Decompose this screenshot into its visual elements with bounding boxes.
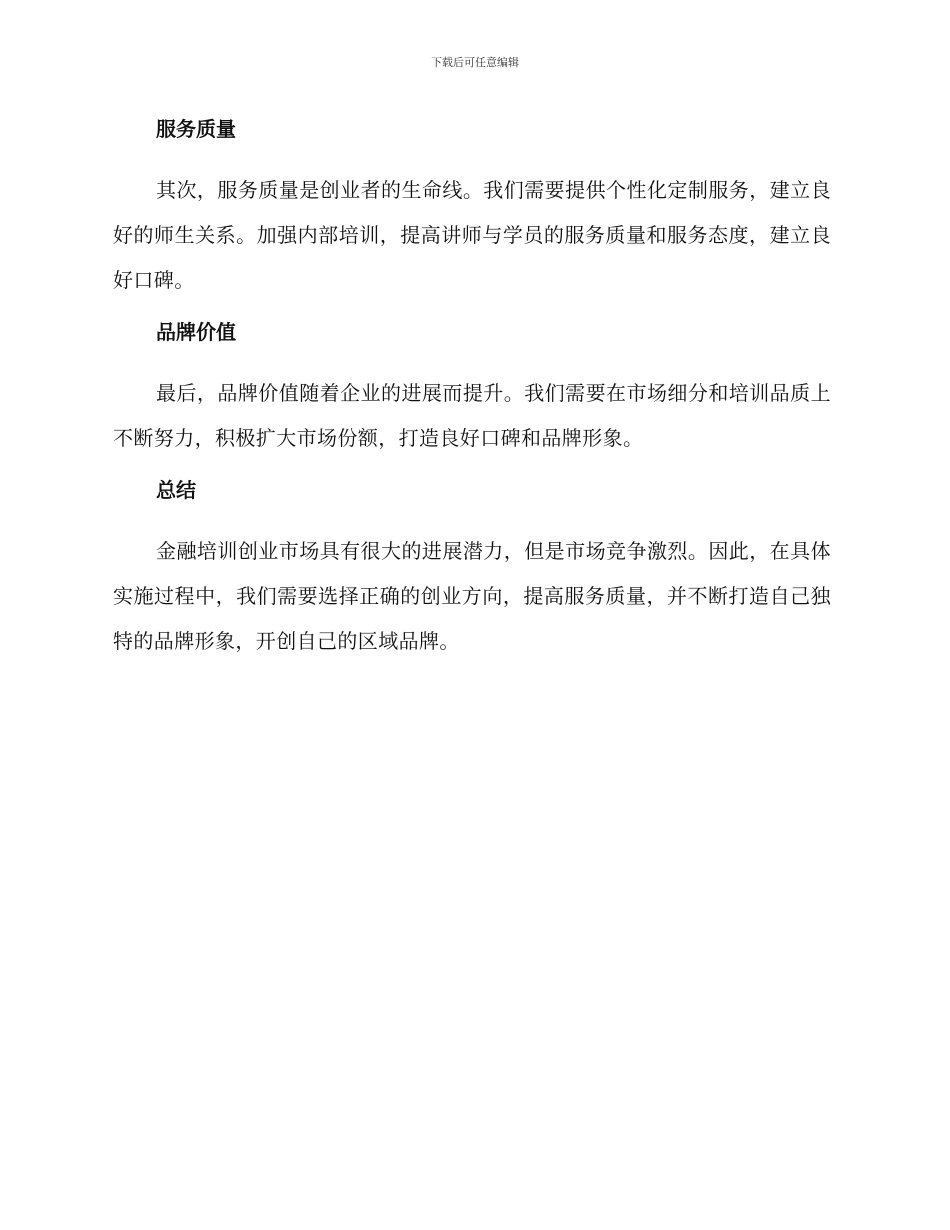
section-paragraph-summary: 金融培训创业市场具有很大的进展潜力，但是市场竞争激烈。因此，在具体实施过程中，我们需要选择正确的创业方向，提高服务质量，并不断打造自己独特的品牌形象，开创自己的区域品牌。 [113, 539, 831, 653]
section-paragraph-service-quality: 其次，服务质量是创业者的生命线。我们需要提供个性化定制服务，建立良好的师生关系。加强内部培训，提高讲师与学员的服务质量和服务态度，建立良好口碑。 [113, 178, 831, 292]
section-paragraph-brand-value: 最后，品牌价值随着企业的进展而提升。我们需要在市场细分和培训品质上不断努力，积极扩大市场份额，打造良好口碑和品牌形象。 [113, 381, 831, 450]
section-heading-service-quality: 服务质量 [156, 117, 236, 141]
page-header-caption: 下载后可任意编辑 [431, 56, 519, 69]
section-heading-summary: 总结 [156, 478, 196, 502]
document-body [113, 113, 831, 664]
section-heading-brand-value: 品牌价值 [156, 320, 236, 344]
